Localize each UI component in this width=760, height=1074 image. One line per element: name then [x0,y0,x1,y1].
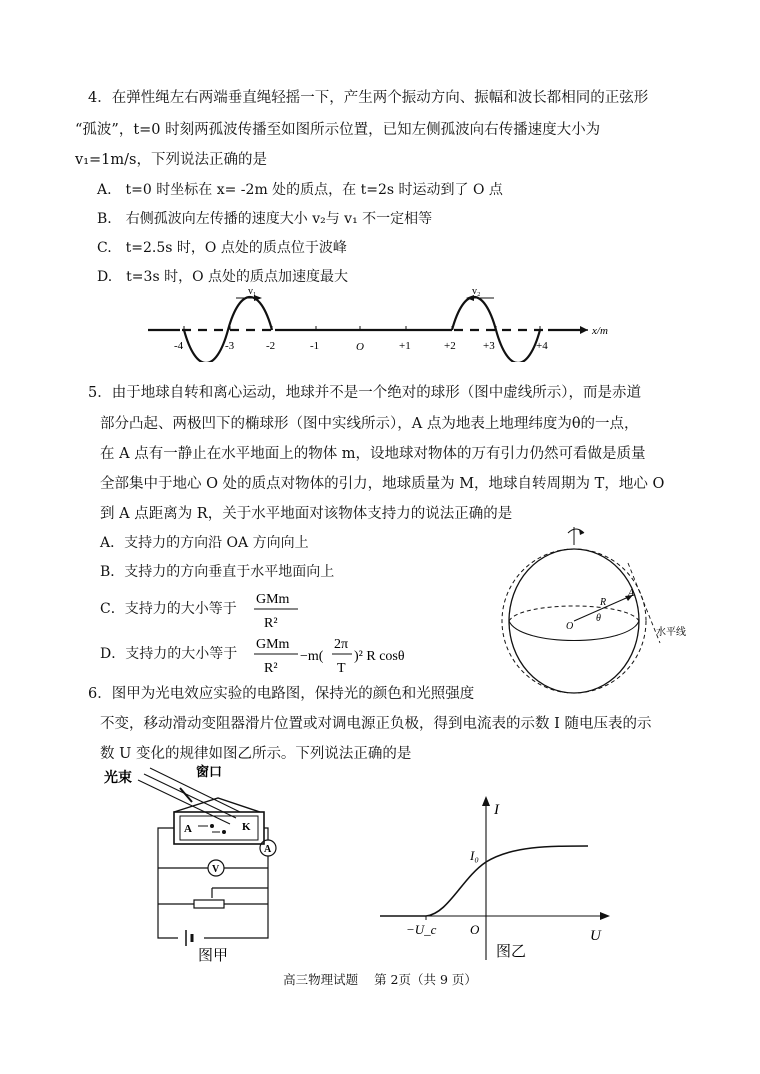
horizontal-line-label: 水平线 [656,627,686,638]
tick-label: +2 [444,340,456,352]
q5-line4: 全部集中于地心 O 处的质点对物体的引力，地球质量为 M，地球自转周期为 T，地心 O [100,476,665,492]
formula-d [252,630,422,678]
q5-option-b: B．支持力的方向垂直于水平地面向上 [100,564,335,580]
formula-c-numerator: GMm [256,592,290,607]
formula-d-denominator2: T [337,661,346,676]
q4-line1: 4．在弹性绳左右两端垂直绳轻摇一下，产生两个振动方向、振幅和波长都相同的正弦形 [88,90,649,106]
tick-label: -1 [310,340,320,352]
circuit-figure [100,762,300,967]
beam-label: 光束 [104,771,132,786]
q6-line1: 6．图甲为光电效应实验的电路图，保持光的颜色和光照强度 [88,686,475,702]
footer-page-number: 第 2页（共 9 页） [374,972,477,987]
center-o-label: O [566,621,574,632]
point-a-label: A [628,588,635,599]
q5-line3: 在 A 点有一静止在水平地面上的物体 m，设地球对物体的万有引力仍然可看做是质量 [100,446,646,462]
q5-option-c: C．支持力的大小等于 [100,601,237,617]
q6-line3: 数 U 变化的规律如图乙所示。下列说法正确的是 [100,746,412,762]
v1-label: v₁ [248,286,257,297]
voltmeter-label: V [212,864,220,875]
tick-label: O [356,341,364,353]
tick-label: +4 [536,340,548,352]
formula-d-part2: )² R cosθ [354,649,405,664]
formula-d-part1: −m( [300,649,324,664]
uc-label: −U_c [406,922,437,937]
tick-label: -3 [225,340,235,352]
tick-label: +3 [483,340,495,352]
anode-label: A [184,823,192,835]
window-label: 窗口 [196,764,223,779]
q4-line2: “孤波”，t=0 时刻两孤波传播至如图所示位置，已知左侧孤波向右传播速度大小为 [75,122,601,138]
formula-c [252,585,312,633]
formula-d-numerator: GMm [256,637,290,652]
v2-label: v₂ [472,286,481,297]
formula-c-denominator: R² [264,616,278,631]
u-axis-label: U [590,928,601,944]
q5-line2: 部分凸起、两极凹下的椭球形（图中实线所示），A 点为地表上地理纬度为θ的一点， [100,416,639,432]
formula-d-numerator2: 2π [334,637,349,652]
tick-label: +1 [399,340,411,352]
theta-label: θ [596,613,601,624]
q4-line3: v₁=1m/s，下列说法正确的是 [75,152,267,168]
i-axis-label: I [494,802,499,818]
q5-line5: 到 A 点距离为 R，关于水平地面对该物体支持力的说法正确的是 [100,506,513,522]
q4-option-d: D. t=3s 时，O 点处的质点加速度最大 [97,269,349,285]
formula-d-denominator: R² [264,661,278,676]
footer-subject: 高三物理试题 [283,972,359,987]
q4-option-a: A. t=0 时坐标在 x= -2m 处的质点，在 t=2s 时运动到了 O 点 [97,182,503,198]
i0-label: I₀ [470,848,479,863]
q6-line2: 不变，移动滑动变阻器滑片位置或对调电源正负极，得到电流表的示数 I 随电压表的示 [100,716,652,732]
q5-line1: 5．由于地球自转和离心运动，地球并不是一个绝对的球形（图中虚线所示），而是赤道 [88,385,641,401]
ammeter-label: A [264,844,272,855]
q4-wave-figure [140,282,640,362]
x-axis-label: x/m [592,325,608,337]
q4-option-b: B. 右侧孤波向左传播的速度大小 v₂与 v₁ 不一定相等 [97,211,433,227]
q4-option-c: C. t=2.5s 时，O 点处的质点位于波峰 [97,240,347,256]
page-footer [0,970,760,988]
figure-a-caption: 图甲 [198,948,229,964]
cathode-label: K [242,821,251,833]
q5-option-d: D．支持力的大小等于 [100,646,238,662]
tick-label: -4 [174,340,184,352]
tick-label: -2 [266,340,276,352]
radius-r-label: R [600,597,607,608]
origin-label: O [470,922,480,937]
earth-figure [500,525,700,697]
iv-graph [378,790,628,965]
q5-option-a: A．支持力的方向沿 OA 方向向上 [100,535,309,551]
figure-b-caption: 图乙 [496,944,527,960]
